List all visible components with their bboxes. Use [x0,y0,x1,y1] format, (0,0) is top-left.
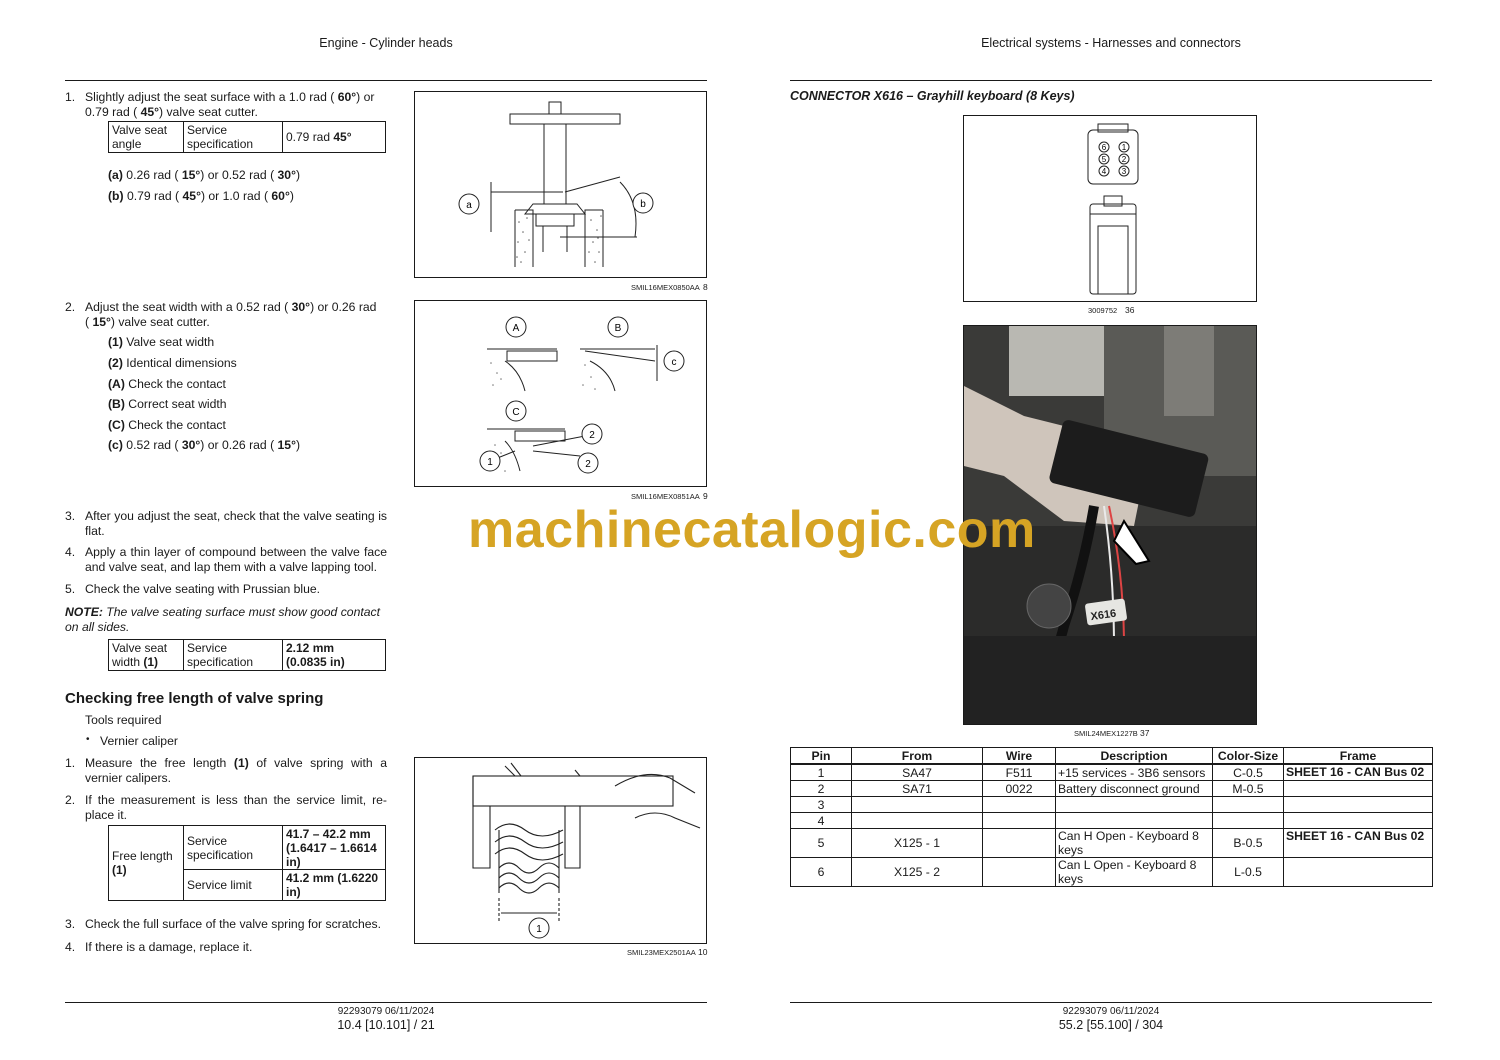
sub-item-c: (c) 0.52 rad ( 30°) or 0.26 rad ( 15°) [108,438,301,452]
spring-step-4: 4. If there is a damage, replace it. [65,940,253,954]
label-1: 1 [487,457,493,468]
color-size-cell [1213,813,1284,829]
pin-label: 1 [1121,143,1127,152]
frame-cell [1284,797,1433,813]
spring-step-2: 2. If the measurement is less than the service limit, re-place it. [65,793,387,822]
watermark: machinecatalogic.com [468,501,1036,559]
figure-number: 10 [698,947,708,957]
label-A: A [512,323,520,334]
sub-item-A: (A) Check the contact [108,377,226,391]
table-row [791,858,1433,887]
pin-label: 6 [1101,143,1107,152]
spec-cell: Valve seat width (1) [109,640,184,671]
spec-value-cell: 41.2 mm (1.6220 in) [283,870,386,901]
label-C: C [512,407,520,418]
x616-tag: X616 [1089,607,1118,624]
spec-cell: Valve seat angle [109,122,184,153]
color-size-cell [1213,797,1284,813]
step-5: 5. Check the valve seating with Prussian blue. [65,582,321,596]
step-number: 1. [65,90,76,104]
footer-page-number: 10.4 [10.101] / 21 [337,1018,435,1032]
wire-cell: 0022 [983,781,1056,797]
column-header: Description [1056,748,1213,765]
pin-cell: 5 [791,829,852,858]
pin-label: 5 [1101,155,1107,164]
footer-doc-number: 92293079 06/11/2024 [337,1006,435,1017]
from-cell: SA47 [852,764,983,781]
table-row [791,797,1433,813]
figure-vernier-caliper [414,757,707,944]
pin-label: 4 [1101,167,1107,176]
spec-cell: Service specification [184,122,283,153]
description-cell [1056,797,1213,813]
table-row [791,813,1433,829]
from-cell: SA71 [852,781,983,797]
color-size-cell: C-0.5 [1213,764,1284,781]
sub-item-1: (1) Valve seat width [108,335,215,349]
figure-number: 37 [1140,728,1150,738]
spec-cell: Service specification [184,826,283,870]
footer-divider [790,1002,1432,1003]
step-4: 4. Apply a thin layer of compound between the valve face and valve seat, and lap them with a valve lapping tool. [65,545,387,574]
spec-cell: Free length (1) [109,826,184,901]
column-header: Pin [791,748,852,765]
angle-value: 45° [140,104,159,119]
from-cell: X125 - 2 [852,858,983,887]
pin-cell: 6 [791,858,852,887]
step-2: 2. Adjust the seat width with a 0.52 rad ( 30°) or 0.26 rad ( 15°) valve seat cutter. [65,300,377,329]
spring-spec-table [108,825,386,901]
step-text: Slightly adjust the seat surface with a 1.0 rad ( [85,90,338,104]
step-3: 3. After you adjust the seat, check that the valve seating is flat. [65,509,387,538]
wire-cell [983,813,1056,829]
pin-label: 2 [1121,155,1127,164]
from-cell [852,797,983,813]
column-header: Frame [1284,748,1433,765]
figure-caption: SMIL24MEX1227B [1074,729,1138,738]
footer-doc-number: 92293079 06/11/2024 [1062,1006,1160,1017]
color-size-cell: B-0.5 [1213,829,1284,858]
step-1 [65,90,387,120]
pin-label: 3 [1121,167,1127,176]
footer-divider [65,1002,707,1003]
figure-caption: SMIL16MEX0851AA [631,492,700,501]
frame-cell [1284,813,1433,829]
table-row [791,829,1433,858]
label-1: 1 [536,924,542,935]
spec-value-cell: 2.12 mm (0.0835 in) [283,640,386,671]
frame-cell: SHEET 16 - CAN Bus 02 [1284,764,1433,781]
label-a: a [466,200,472,211]
seat-width-spec-table [108,639,386,671]
figure-number: 8 [703,282,708,292]
wire-cell [983,829,1056,858]
table-row [791,781,1433,797]
description-cell: Battery disconnect ground [1056,781,1213,797]
pin-cell: 3 [791,797,852,813]
figure-number: 9 [703,491,708,501]
label-2: 2 [585,459,591,470]
pin-cell: 1 [791,764,852,781]
sub-item-B: (B) Correct seat width [108,397,227,411]
column-header: Wire [983,748,1056,765]
header-divider [65,80,707,81]
step-text: ) valve seat cutter. [159,104,258,119]
table-row [791,764,1433,781]
sub-item-a: (a) 0.26 rad ( 15°) or 0.52 rad ( 30°) [108,168,301,182]
spec-cell: Service limit [184,870,283,901]
seat-angle-spec-table [108,121,386,153]
frame-cell [1284,858,1433,887]
spec-value-cell: 0.79 rad 45° [283,122,386,153]
description-cell: +15 services - 3B6 sensors [1056,764,1213,781]
column-header: From [852,748,983,765]
figure-caption: SMIL23MEX2501AA [627,948,696,957]
wire-cell [983,858,1056,887]
step-text: ) or [356,90,375,104]
spring-step-1: 1. Measure the free length (1) of valve spring with a vernier calipers. [65,756,387,785]
valve-cutter-drawing [415,92,706,277]
tools-required-label: Tools required [85,713,162,727]
step-number: 2. [65,300,76,314]
connector-pin-table [790,747,1433,887]
column-header: Color-Size [1213,748,1284,765]
connector-drawing [964,116,1256,301]
frame-cell [1284,781,1433,797]
tool-item: Vernier caliper [100,734,178,748]
spec-value-cell: 41.7 – 42.2 mm (1.6417 – 1.6614 in) [283,826,386,870]
note: NOTE: The valve seating surface must show good contact on all sides. [65,605,380,634]
sub-item-2: (2) Identical dimensions [108,356,237,370]
seat-width-drawing [415,301,706,486]
description-cell: Can H Open - Keyboard 8 keys [1056,829,1213,858]
pin-cell: 4 [791,813,852,829]
label-b: b [640,199,646,210]
caliper-drawing [415,758,706,943]
spec-cell: Service specification [184,640,283,671]
sub-item-C: (C) Check the contact [108,418,226,432]
sub-item-b: (b) 0.79 rad ( 45°) or 1.0 rad ( 60°) [108,189,294,203]
header-divider [790,80,1432,81]
figure-seat-width [414,300,707,487]
section-title: Checking free length of valve spring [65,690,324,707]
description-cell: Can L Open - Keyboard 8 keys [1056,858,1213,887]
spring-step-3: 3. Check the full surface of the valve spring for scratches. [65,917,382,931]
step-text: 0.79 rad ( [85,104,141,119]
wire-cell [983,797,1056,813]
table-header-row [791,748,1433,765]
label-2: 2 [589,430,595,441]
figure-valve-seat-cutter [414,91,707,278]
wire-cell: F511 [983,764,1056,781]
angle-value: 60° [337,90,357,104]
label-c: c [671,357,677,368]
connector-title: CONNECTOR X616 – Grayhill keyboard (8 Keys) [790,89,1075,103]
label-B: B [614,323,622,334]
figure-caption: 3009752 [1088,306,1118,315]
right-page-header: Electrical systems - Harnesses and connectors [981,36,1241,50]
description-cell [1056,813,1213,829]
footer-page-number: 55.2 [55.100] / 304 [1058,1018,1164,1032]
figure-connector-pinout [963,115,1257,302]
color-size-cell: M-0.5 [1213,781,1284,797]
figure-number: 36 [1125,305,1135,315]
figure-caption: SMIL16MEX0850AA [631,283,700,292]
pin-cell: 2 [791,781,852,797]
from-cell [852,813,983,829]
from-cell: X125 - 1 [852,829,983,858]
color-size-cell: L-0.5 [1213,858,1284,887]
bullet: • [86,734,90,745]
left-page-header: Engine - Cylinder heads [319,36,453,50]
frame-cell: SHEET 16 - CAN Bus 02 [1284,829,1433,858]
